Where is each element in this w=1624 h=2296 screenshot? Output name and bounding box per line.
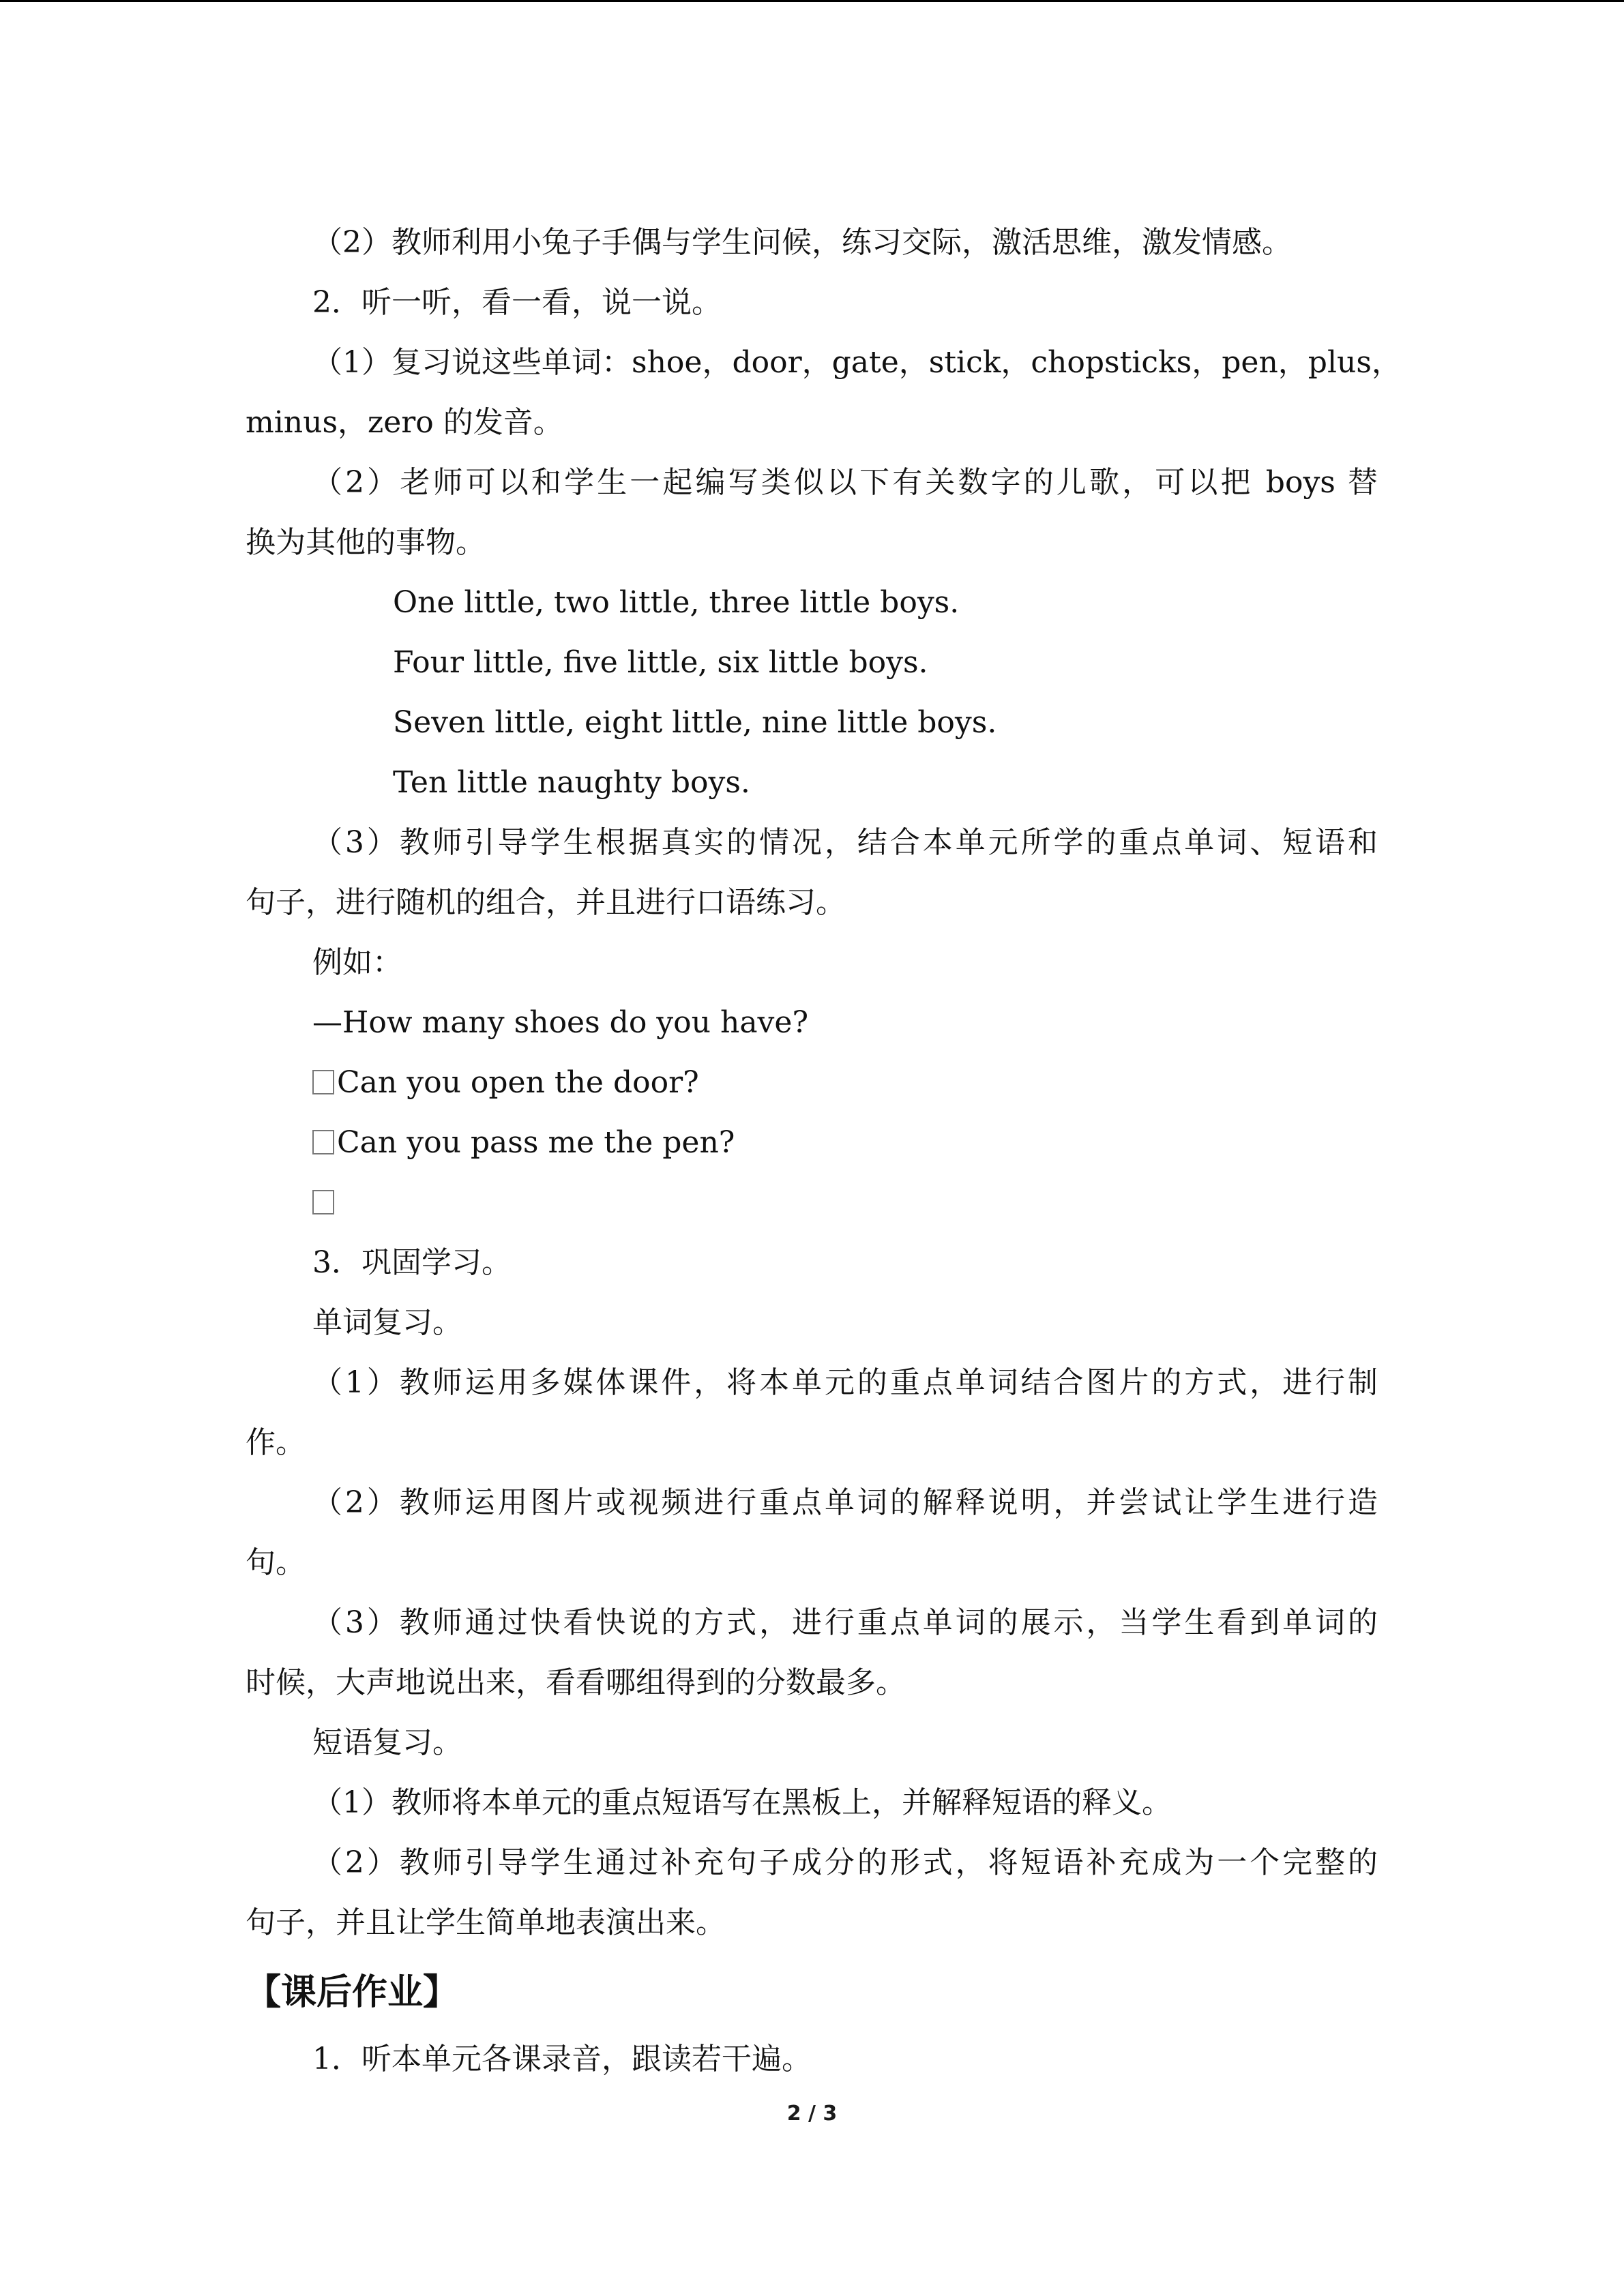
rhyme-line: Four little, five little, six little boys. xyxy=(393,645,928,680)
paragraph: 短语复习。 xyxy=(312,1725,462,1760)
paragraph: 句子，进行随机的组合，并且进行口语练习。 xyxy=(246,885,846,920)
paragraph: （2）教师运用图片或视频进行重点单词的解释说明，并尝试让学生进行造 xyxy=(312,1485,1378,1520)
paragraph: 换为其他的事物。 xyxy=(246,525,486,560)
paragraph: 作。 xyxy=(246,1425,306,1460)
page-number: 2 / 3 xyxy=(786,2102,838,2126)
paragraph: （1）复习说这些单词：shoe，door，gate，stick，chopsticks，pen，plus， xyxy=(312,345,1402,380)
rhyme-line: Seven little, eight little, nine little boys. xyxy=(393,705,997,740)
dialogue-line xyxy=(246,1053,1378,1113)
dialogue-text: Can you pass me the pen? xyxy=(337,1125,735,1160)
paragraph: （1）教师将本单元的重点短语写在黑板上，并解释短语的释义。 xyxy=(312,1785,1172,1820)
dialogue-line xyxy=(246,1113,1378,1173)
missing-glyph-box xyxy=(312,1190,334,1214)
page-top-border xyxy=(0,0,1624,2)
missing-glyph-box xyxy=(312,1130,334,1154)
rhyme-line: Ten little naughty boys. xyxy=(393,765,750,800)
paragraph: 句子，并且让学生简单地表演出来。 xyxy=(246,1905,726,1940)
paragraph: （2）老师可以和学生一起编写类似以下有关数字的儿歌，可以把 boys 替 xyxy=(312,465,1378,500)
homework-heading: 【课后作业】 xyxy=(246,1972,459,2013)
paragraph: 2．听一听，看一看，说一说。 xyxy=(312,285,722,320)
dialogue-line: —How many shoes do you have? xyxy=(312,1005,809,1040)
rhyme-line: One little, two little, three little boys. xyxy=(393,585,960,620)
paragraph: minus，zero 的发音。 xyxy=(246,405,563,440)
dialogue-text: Can you open the door? xyxy=(337,1065,699,1100)
paragraph: （1）教师运用多媒体课件，将本单元的重点单词结合图片的方式，进行制 xyxy=(312,1365,1378,1400)
paragraph: 单词复习。 xyxy=(312,1305,462,1340)
document-body xyxy=(246,213,1402,2089)
paragraph: （2）教师引导学生通过补充句子成分的形式，将短语补充成为一个完整的 xyxy=(312,1845,1378,1880)
homework-item: 1．听本单元各课录音，跟读若干遍。 xyxy=(312,2042,812,2076)
paragraph: 例如： xyxy=(312,945,402,980)
paragraph: （2）教师利用小兔子手偶与学生问候，练习交际，激活思维，激发情感。 xyxy=(312,225,1292,260)
paragraph: 时候，大声地说出来，看看哪组得到的分数最多。 xyxy=(246,1665,906,1700)
paragraph: （3）教师通过快看快说的方式，进行重点单词的展示，当学生看到单词的 xyxy=(312,1605,1378,1640)
paragraph: （3）教师引导学生根据真实的情况，结合本单元所学的重点单词、短语和 xyxy=(312,825,1378,860)
missing-glyph-box xyxy=(312,1070,334,1094)
paragraph: 句。 xyxy=(246,1545,306,1580)
paragraph: 3．巩固学习。 xyxy=(312,1245,512,1280)
dialogue-line xyxy=(246,1173,1378,1233)
